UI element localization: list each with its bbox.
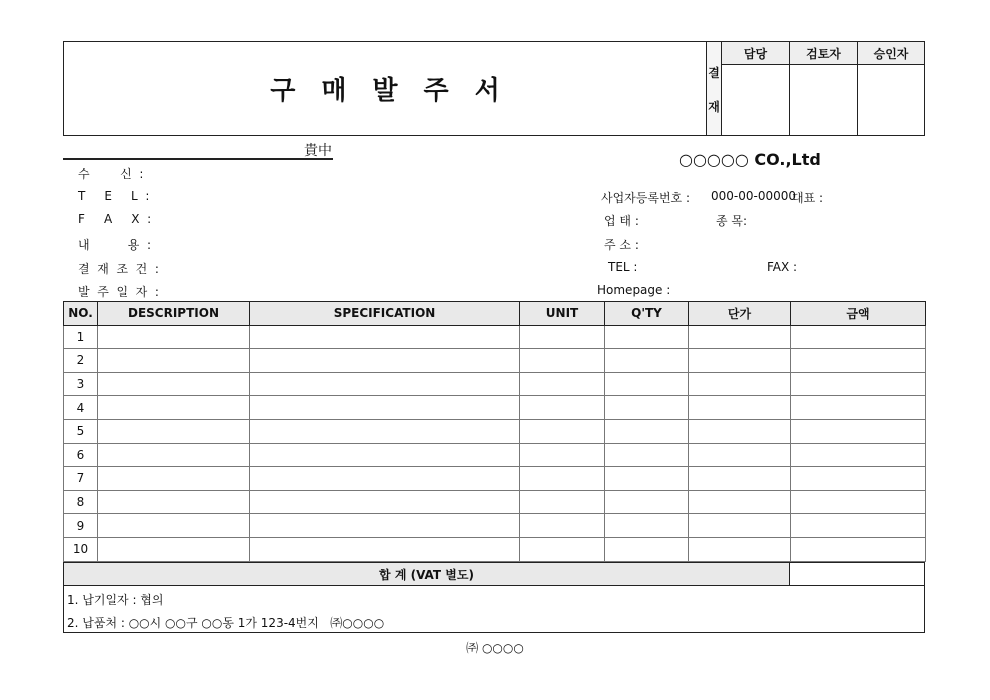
qty-cell[interactable]	[605, 490, 689, 514]
specification-cell[interactable]	[250, 419, 520, 443]
description-cell[interactable]	[98, 467, 250, 491]
amount-cell[interactable]	[791, 514, 926, 538]
no-cell: 5	[64, 419, 98, 443]
col-description: DESCRIPTION	[98, 302, 250, 326]
amount-cell[interactable]	[791, 443, 926, 467]
unit-price-cell[interactable]	[689, 419, 791, 443]
table-row	[64, 514, 926, 538]
amount-cell[interactable]	[791, 372, 926, 396]
field-fax: F A X :	[78, 212, 152, 226]
unit-cell[interactable]	[520, 396, 605, 420]
description-cell[interactable]	[98, 490, 250, 514]
qty-cell[interactable]	[605, 443, 689, 467]
unit-price-cell[interactable]	[689, 514, 791, 538]
specification-cell[interactable]	[250, 490, 520, 514]
approval-label	[706, 42, 722, 135]
qty-cell[interactable]	[605, 372, 689, 396]
description-cell[interactable]	[98, 419, 250, 443]
col-specification: SPECIFICATION	[250, 302, 520, 326]
unit-cell[interactable]	[520, 325, 605, 349]
ceo-label: 대표 :	[792, 191, 824, 205]
amount-cell[interactable]	[791, 349, 926, 373]
approval-head-approver: 승인자	[858, 42, 924, 65]
approval-label-bottom: 재	[708, 100, 720, 114]
amount-cell[interactable]	[791, 325, 926, 349]
unit-cell[interactable]	[520, 514, 605, 538]
qty-cell[interactable]	[605, 325, 689, 349]
description-cell[interactable]	[98, 372, 250, 396]
qty-cell[interactable]	[605, 419, 689, 443]
table-row	[64, 349, 926, 373]
field-recipient: 수 신 :	[78, 167, 144, 181]
recipient-underline	[63, 158, 333, 160]
no-cell: 4	[64, 396, 98, 420]
qty-cell[interactable]	[605, 349, 689, 373]
field-payment-terms: 결 재 조 건 :	[78, 262, 159, 276]
table-row	[64, 419, 926, 443]
note-delivery-date: 1. 납기일자 : 협의	[67, 593, 164, 607]
specification-cell[interactable]	[250, 443, 520, 467]
total-row	[63, 562, 925, 586]
page-title: 구매발주서	[270, 76, 526, 106]
amount-cell[interactable]	[791, 467, 926, 491]
table-row	[64, 537, 926, 561]
field-content: 내 용 :	[78, 238, 152, 252]
unit-price-cell[interactable]	[689, 372, 791, 396]
qty-cell[interactable]	[605, 467, 689, 491]
business-item-label: 종 목:	[716, 214, 748, 228]
table-row	[64, 443, 926, 467]
no-cell: 10	[64, 537, 98, 561]
approval-box-approver[interactable]	[858, 42, 924, 135]
description-cell[interactable]	[98, 325, 250, 349]
business-type-label: 업 태 :	[604, 214, 639, 228]
no-cell: 3	[64, 372, 98, 396]
description-cell[interactable]	[98, 537, 250, 561]
company-name: ○○○○○ CO.,Ltd	[679, 150, 821, 169]
qty-cell[interactable]	[605, 396, 689, 420]
notes-section	[63, 586, 925, 633]
specification-cell[interactable]	[250, 372, 520, 396]
table-row	[64, 372, 926, 396]
description-cell[interactable]	[98, 443, 250, 467]
approval-box-reviewer[interactable]	[790, 42, 858, 135]
field-order-date: 발 주 일 자 :	[78, 285, 159, 299]
description-cell[interactable]	[98, 514, 250, 538]
reg-no-label: 사업자등록번호 :	[601, 191, 691, 205]
approval-box-staff[interactable]	[722, 42, 790, 135]
unit-cell[interactable]	[520, 467, 605, 491]
unit-cell[interactable]	[520, 349, 605, 373]
table-row	[64, 396, 926, 420]
homepage-label: Homepage :	[597, 283, 671, 297]
qty-cell[interactable]	[605, 537, 689, 561]
amount-cell[interactable]	[791, 537, 926, 561]
table-row	[64, 325, 926, 349]
unit-price-cell[interactable]	[689, 325, 791, 349]
description-cell[interactable]	[98, 396, 250, 420]
unit-price-cell[interactable]	[689, 467, 791, 491]
col-unit-price: 단가	[689, 302, 791, 326]
field-tel: T E L :	[78, 189, 150, 203]
no-cell: 8	[64, 490, 98, 514]
reg-no-value: 000-00-00000	[711, 189, 797, 203]
col-amount: 금액	[791, 302, 926, 326]
specification-cell[interactable]	[250, 325, 520, 349]
company-tel-label: TEL :	[608, 260, 638, 274]
footer-company: ㈜ ○○○○	[466, 641, 524, 655]
no-cell: 2	[64, 349, 98, 373]
amount-cell[interactable]	[791, 490, 926, 514]
table-row	[64, 467, 926, 491]
unit-price-cell[interactable]	[689, 490, 791, 514]
no-cell: 6	[64, 443, 98, 467]
table-row	[64, 490, 926, 514]
amount-cell[interactable]	[791, 396, 926, 420]
no-cell: 7	[64, 467, 98, 491]
unit-cell[interactable]	[520, 490, 605, 514]
unit-cell[interactable]	[520, 537, 605, 561]
approval-head-staff: 담당	[722, 42, 789, 65]
unit-price-cell[interactable]	[689, 396, 791, 420]
note-delivery-place: 2. 납품처 : ○○시 ○○구 ○○동 1가 123-4번지 ㈜○○○○	[67, 616, 385, 630]
amount-cell[interactable]	[791, 419, 926, 443]
total-label: 합 계 (VAT 별도)	[64, 563, 790, 585]
description-cell[interactable]	[98, 349, 250, 373]
specification-cell[interactable]	[250, 467, 520, 491]
unit-cell[interactable]	[520, 443, 605, 467]
document-header	[63, 41, 925, 136]
no-cell: 9	[64, 514, 98, 538]
approval-label-top: 결	[708, 66, 720, 80]
company-fax-label: FAX :	[767, 260, 798, 274]
specification-cell[interactable]	[250, 514, 520, 538]
unit-price-cell[interactable]	[689, 537, 791, 561]
col-qty: Q'TY	[605, 302, 689, 326]
unit-cell[interactable]	[520, 419, 605, 443]
unit-price-cell[interactable]	[689, 349, 791, 373]
address-label: 주 소 :	[604, 238, 639, 252]
table-header-row	[64, 302, 926, 326]
specification-cell[interactable]	[250, 537, 520, 561]
specification-cell[interactable]	[250, 396, 520, 420]
honorific: 貴中	[304, 143, 332, 159]
col-no: NO.	[64, 302, 98, 326]
qty-cell[interactable]	[605, 514, 689, 538]
specification-cell[interactable]	[250, 349, 520, 373]
total-amount-cell[interactable]	[790, 563, 924, 585]
items-table	[63, 301, 926, 562]
unit-price-cell[interactable]	[689, 443, 791, 467]
no-cell: 1	[64, 325, 98, 349]
approval-head-reviewer: 검토자	[790, 42, 857, 65]
unit-cell[interactable]	[520, 372, 605, 396]
col-unit: UNIT	[520, 302, 605, 326]
